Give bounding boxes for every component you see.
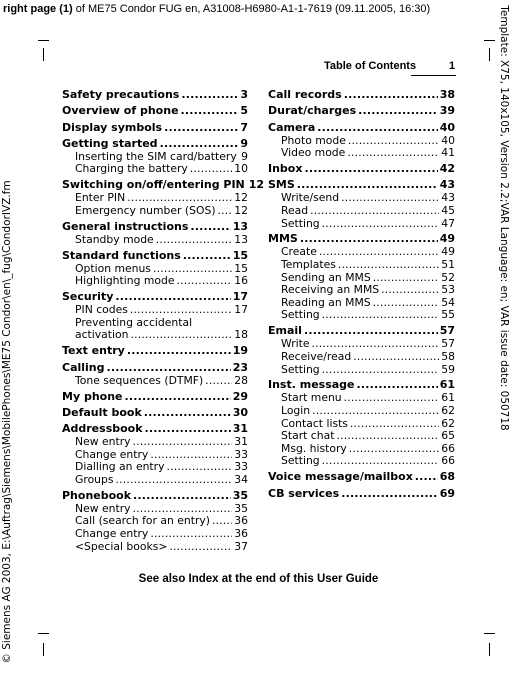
- toc-subsection-entry: [62, 234, 248, 247]
- toc-entry-title: CB services: [268, 486, 340, 500]
- toc-entry-page: 17: [234, 303, 248, 317]
- print-header-label: right page (1): [3, 3, 73, 15]
- toc-entry-title: Change entry: [75, 447, 149, 461]
- toc-section-entry: [62, 249, 248, 263]
- toc-right-column: [268, 88, 455, 501]
- dot-leader: [310, 205, 439, 218]
- toc-entry-title: Login: [281, 403, 311, 417]
- toc-entry-page: 38: [439, 88, 455, 101]
- toc-subsection-entry: [62, 528, 248, 541]
- toc-section-entry: [268, 324, 455, 338]
- dot-leader: [336, 430, 439, 443]
- toc-entry-title: Email: [268, 324, 302, 338]
- toc-entry-title: Standard functions: [62, 248, 181, 262]
- dot-leader: [156, 234, 233, 247]
- toc-entry-page: 42: [439, 162, 455, 176]
- dot-leader: [304, 324, 438, 338]
- dot-leader: [167, 461, 233, 474]
- toc-section-entry: [268, 178, 455, 192]
- toc-section-entry: [268, 88, 455, 102]
- toc-entry-title: Setting: [281, 454, 320, 468]
- toc-entry-title: Read: [281, 203, 309, 217]
- toc-entry-page: 43: [439, 178, 455, 192]
- dot-leader: [350, 418, 439, 431]
- toc-entry-title: Camera: [268, 120, 316, 134]
- toc-entry-page: 30: [232, 405, 248, 419]
- toc-section-entry: [268, 162, 455, 176]
- dot-leader: [317, 121, 437, 135]
- dot-leader: [322, 309, 440, 322]
- dot-leader: [373, 297, 440, 310]
- dot-leader: [415, 470, 438, 484]
- toc-entry-title: Getting started: [62, 136, 158, 150]
- print-header-text: of ME75 Condor FUG en, A31008-H6980-A1-1-7619 (09.11.2005, 16:30): [72, 3, 431, 15]
- toc-entry-page: 31: [234, 435, 248, 449]
- toc-entry-title: New entry: [75, 435, 131, 449]
- toc-entry-page: 3: [240, 88, 248, 101]
- dot-leader: [181, 88, 238, 102]
- toc-entry-page: 66: [441, 441, 455, 455]
- dot-leader: [160, 137, 239, 151]
- toc-entry-title: Write/send: [281, 191, 340, 205]
- toc-subsection-entry: [62, 163, 248, 176]
- toc-entry-title: Create: [281, 245, 317, 259]
- toc-section-entry: [62, 422, 248, 436]
- toc-subsection-entry: [268, 284, 455, 297]
- toc-left-column: [62, 88, 265, 553]
- header-rule: [411, 75, 456, 76]
- toc-entry-title: SMS: [268, 178, 295, 192]
- dot-leader: [205, 375, 232, 388]
- toc-entry-page: 40: [439, 120, 455, 134]
- toc-entry-page: 51: [441, 258, 455, 272]
- dot-leader: [130, 329, 232, 342]
- toc-entry-title: General instructions: [62, 219, 189, 233]
- index-note: See also Index at the end of this User Guide: [138, 573, 379, 585]
- dot-leader: [357, 378, 438, 392]
- toc-entry-title: Start menu: [281, 391, 342, 405]
- dot-leader: [358, 104, 438, 118]
- toc-entry-title: Groups: [75, 472, 114, 486]
- toc-entry-title: PIN codes: [75, 303, 128, 317]
- dot-leader: [297, 178, 438, 192]
- dot-leader: [347, 147, 439, 160]
- toc-subsection-entry: [268, 364, 455, 377]
- toc-entry-title: <Special books>: [75, 539, 168, 553]
- dot-leader: [115, 290, 230, 304]
- toc-entry-title: Start chat: [281, 429, 335, 443]
- toc-entry-title: Templates: [281, 258, 336, 272]
- dot-leader: [145, 422, 231, 436]
- toc-subsection-entry: [268, 259, 455, 272]
- toc-entry-page: 49: [439, 232, 455, 246]
- toc-entry-page: 36: [234, 526, 248, 540]
- toc-entry-title: Overview of phone: [62, 104, 179, 118]
- toc-subsection-entry: [62, 436, 248, 449]
- dot-leader: [190, 163, 232, 176]
- toc-entry-title: Call (search for an entry): [75, 514, 211, 528]
- toc-entry-page: 41: [441, 146, 455, 160]
- toc-subsection-entry: [268, 147, 455, 160]
- toc-subsection-entry: [62, 474, 248, 487]
- toc-entry-page: 66: [441, 454, 455, 468]
- toc-entry-title: Inst. message: [268, 378, 355, 392]
- toc-entry-title: Inbox: [268, 162, 303, 176]
- toc-entry-page: 36: [234, 514, 248, 528]
- toc-entry-page: 57: [441, 337, 455, 351]
- dot-leader: [164, 121, 238, 135]
- crop-mark: [484, 633, 495, 634]
- crop-mark: [38, 633, 49, 634]
- dot-leader: [190, 220, 230, 234]
- dot-leader: [373, 272, 440, 285]
- toc-entry-title: Video mode: [281, 146, 346, 160]
- dot-leader: [130, 304, 232, 317]
- toc-subsection-entry: [268, 430, 455, 443]
- crop-mark: [43, 48, 44, 61]
- toc-section-entry: [62, 406, 248, 420]
- toc-entry-page: 39: [439, 104, 455, 118]
- dot-leader: [319, 246, 439, 259]
- dot-leader: [218, 205, 233, 218]
- toc-entry-page: 33: [234, 460, 248, 474]
- toc-subsection-entry: [62, 205, 248, 218]
- toc-section-entry: [62, 290, 248, 304]
- template-note: Template: X75, 140x105, Version 2.2;VAR Language: en; VAR issue date: 050718: [498, 5, 510, 431]
- toc-section-entry: [62, 137, 248, 151]
- toc-entry-page: 55: [441, 308, 455, 322]
- dot-leader: [133, 489, 231, 503]
- toc-entry-title: Tone sequences (DTMF): [75, 373, 204, 387]
- toc-subsection-entry: [268, 455, 455, 468]
- dot-leader: [353, 351, 439, 364]
- dot-leader: [212, 515, 232, 528]
- toc-entry-title: Reading an MMS: [281, 295, 371, 309]
- toc-entry-page: 9: [240, 136, 248, 150]
- toc-entry-title: Preventing accidental: [75, 315, 193, 329]
- toc-entry-title: Change entry: [75, 526, 149, 540]
- dot-leader: [338, 259, 439, 272]
- toc-section-entry: [62, 220, 248, 234]
- toc-entry-title: Switching on/off/entering PIN: [62, 178, 245, 192]
- dot-leader: [341, 192, 439, 205]
- dot-leader: [107, 361, 231, 375]
- toc-entry-title: New entry: [75, 501, 131, 515]
- toc-entry-title: Inserting the SIM card/battery: [75, 149, 237, 163]
- toc-subsection-entry: [62, 304, 248, 317]
- toc-entry-page: 58: [441, 349, 455, 363]
- toc-entry-page: 16: [234, 274, 248, 288]
- toc-subsection-entry: [268, 309, 455, 322]
- toc-entry-title: Default book: [62, 405, 142, 419]
- toc-entry-page: 23: [232, 360, 248, 374]
- page-number: 1: [449, 60, 456, 72]
- toc-section-entry: [62, 121, 248, 135]
- dot-leader: [183, 249, 231, 263]
- dot-leader: [181, 104, 239, 118]
- toc-entry-page: 61: [441, 391, 455, 405]
- dot-leader: [348, 135, 439, 148]
- toc-subsection-entry: [62, 375, 248, 388]
- toc-section-entry: [62, 344, 248, 358]
- dot-leader: [344, 392, 440, 405]
- toc-entry-page: 7: [240, 120, 248, 134]
- toc-subsection-entry: [62, 461, 248, 474]
- toc-entry-title: Display symbols: [62, 120, 163, 134]
- toc-subsection-entry: [268, 405, 455, 418]
- dot-leader: [144, 406, 231, 420]
- dot-leader: [312, 405, 439, 418]
- toc-entry-page: 12: [234, 203, 248, 217]
- toc-subsection-entry: [62, 329, 248, 342]
- dot-leader: [381, 284, 439, 297]
- toc-entry-title: Voice message/mailbox: [268, 470, 413, 484]
- toc-entry-title: Highlighting mode: [75, 274, 175, 288]
- toc-entry-title: Addressbook: [62, 422, 143, 436]
- dot-leader: [116, 474, 233, 487]
- toc-entry-title: Text entry: [62, 344, 125, 358]
- toc-section-entry: [62, 361, 248, 375]
- crop-mark: [489, 643, 490, 656]
- toc-entry-title: Setting: [281, 216, 320, 230]
- crop-mark: [484, 40, 495, 41]
- dot-leader: [304, 162, 437, 176]
- toc-entry-page: 5: [240, 104, 248, 118]
- toc-section-entry: [62, 104, 248, 118]
- toc-entry-page: 10: [234, 162, 248, 176]
- dot-leader: [133, 436, 233, 449]
- dot-leader: [169, 541, 232, 554]
- toc-entry-page: 35: [234, 501, 248, 515]
- toc-entry-page: 17: [232, 290, 248, 304]
- toc-entry-title: Photo mode: [281, 133, 346, 147]
- toc-entry-title: Setting: [281, 362, 320, 376]
- toc-entry-page: 29: [232, 389, 248, 403]
- toc-subsection-entry: [62, 275, 248, 288]
- toc-section-entry: [62, 88, 248, 102]
- toc-section-entry: [268, 121, 455, 135]
- toc-subsection-entry: [62, 541, 248, 554]
- toc-entry-page: 40: [441, 133, 455, 147]
- crop-mark: [43, 643, 44, 656]
- toc-entry-title: My phone: [62, 389, 123, 403]
- toc-entry-title: Call records: [268, 88, 342, 101]
- toc-entry-page: 12: [248, 178, 265, 192]
- dot-leader: [349, 443, 439, 456]
- toc-title: Table of Contents: [324, 60, 417, 72]
- toc-entry-title: Setting: [281, 308, 320, 322]
- toc-entry-page: 49: [441, 245, 455, 259]
- toc-entry-page: 62: [441, 416, 455, 430]
- toc-subsection-entry: [268, 351, 455, 364]
- toc-entry-title: Safety precautions: [62, 88, 180, 101]
- toc-entry-page: 19: [232, 344, 248, 358]
- toc-entry-page: 37: [234, 539, 248, 553]
- dot-leader: [322, 455, 440, 468]
- toc-entry-page: 62: [441, 403, 455, 417]
- dot-leader: [322, 218, 440, 231]
- toc-entry-page: 52: [441, 270, 455, 284]
- toc-entry-page: 13: [232, 219, 248, 233]
- toc-entry-title: Standby mode: [75, 232, 154, 246]
- toc-entry-title: Emergency number (SOS): [75, 203, 216, 217]
- toc-entry-title: activation: [75, 328, 129, 342]
- toc-entry-page: 34: [234, 472, 248, 486]
- dot-leader: [344, 88, 438, 102]
- toc-entry-title: Dialling an entry: [75, 460, 165, 474]
- toc-entry-page: 45: [441, 203, 455, 217]
- toc-entry-title: Phonebook: [62, 488, 132, 502]
- dot-leader: [125, 390, 231, 404]
- crop-mark: [489, 48, 490, 61]
- toc-entry-page: 35: [232, 488, 248, 502]
- toc-entry-title: Security: [62, 290, 114, 304]
- toc-entry-page: 28: [234, 373, 248, 387]
- toc-entry-title: Write: [281, 337, 310, 351]
- toc-entry-title: MMS: [268, 232, 298, 246]
- crop-mark: [38, 40, 49, 41]
- toc-section-entry: [268, 470, 455, 484]
- toc-entry-title: Receive/read: [281, 349, 352, 363]
- toc-section-entry: [268, 487, 455, 501]
- toc-entry-title: Charging the battery: [75, 162, 188, 176]
- toc-entry-title: Sending an MMS: [281, 270, 371, 284]
- toc-entry-page: 54: [441, 295, 455, 309]
- dot-leader: [341, 487, 437, 501]
- toc-entry-title: Durat/charges: [268, 104, 357, 118]
- toc-entry-title: Option menus: [75, 261, 151, 275]
- toc-entry-page: 31: [232, 422, 248, 436]
- toc-entry-page: 15: [232, 248, 248, 262]
- toc-section-entry: [268, 232, 455, 246]
- dot-leader: [177, 275, 233, 288]
- toc-section-entry: [62, 178, 265, 192]
- toc-entry-page: 33: [234, 447, 248, 461]
- toc-entry-title: Calling: [62, 360, 105, 374]
- toc-entry-page: 9: [241, 149, 248, 163]
- toc-entry-title: Receiving an MMS: [281, 283, 380, 297]
- toc-entry-title: Msg. history: [281, 441, 347, 455]
- toc-subsection-entry: [268, 218, 455, 231]
- toc-entry-page: 69: [439, 486, 455, 500]
- toc-entry-page: 65: [441, 429, 455, 443]
- toc-section-entry: [62, 390, 248, 404]
- toc-section-entry: [268, 378, 455, 392]
- toc-section-entry: [268, 104, 455, 118]
- toc-entry-title: Enter PIN: [75, 191, 126, 205]
- toc-entry-page: 18: [234, 328, 248, 342]
- toc-subsection-entry: [268, 205, 455, 218]
- toc-entry-page: 43: [441, 191, 455, 205]
- toc-entry-page: 15: [234, 261, 248, 275]
- dot-leader: [127, 344, 231, 358]
- toc-section-entry: [62, 489, 248, 503]
- print-header: [3, 3, 493, 15]
- toc-entry-page: 59: [441, 362, 455, 376]
- dot-leader: [322, 364, 440, 377]
- toc-entry-title: Contact lists: [281, 416, 348, 430]
- dot-leader: [150, 528, 232, 541]
- toc-entry-page: 12: [234, 191, 248, 205]
- toc-entry-page: 61: [439, 378, 455, 392]
- file-path-note: © Siemens AG 2003, E:\Auftrag\Siemens\MobilePhones\ME75 Condor\en\_fug\CondorIVZ.fm: [1, 180, 13, 664]
- toc-entry-page: 47: [441, 216, 455, 230]
- toc-entry-page: 68: [439, 470, 455, 484]
- toc-entry-page: 53: [441, 283, 455, 297]
- dot-leader: [300, 232, 438, 246]
- toc-entry-page: 57: [439, 324, 455, 338]
- toc-entry-page: 13: [234, 232, 248, 246]
